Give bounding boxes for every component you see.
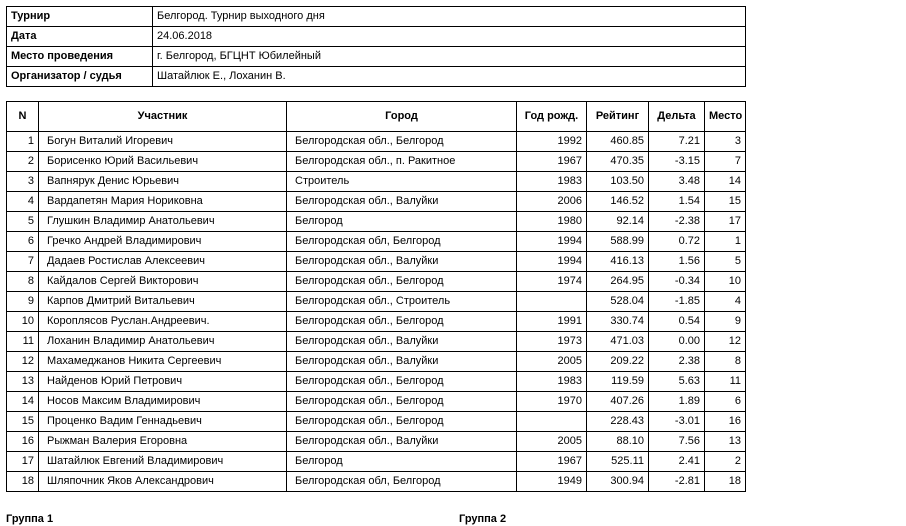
cell-city: Белгородская обл., Валуйки (287, 192, 517, 212)
info-row-tournament (7, 7, 746, 27)
cell-delta: 0.72 (649, 232, 705, 252)
cell-city: Белгородская обл., Белгород (287, 392, 517, 412)
cell-place: 6 (705, 392, 746, 412)
cell-rating: 528.04 (587, 292, 649, 312)
cell-participant: Рыжман Валерия Егоровна (39, 432, 287, 452)
cell-birth-year: 1991 (517, 312, 587, 332)
cell-city: Белгородская обл., Валуйки (287, 252, 517, 272)
cell-participant: Проценко Вадим Геннадьевич (39, 412, 287, 432)
cell-rating: 228.43 (587, 412, 649, 432)
table-row (7, 392, 746, 412)
cell-delta: 3.48 (649, 172, 705, 192)
cell-participant: Короплясов Руслан.Андреевич. (39, 312, 287, 332)
cell-n: 5 (7, 212, 39, 232)
cell-birth-year: 1973 (517, 332, 587, 352)
cell-participant: Носов Максим Владимирович (39, 392, 287, 412)
cell-place: 7 (705, 152, 746, 172)
cell-birth-year: 2006 (517, 192, 587, 212)
cell-n: 17 (7, 452, 39, 472)
tournament-value: Белгород. Турнир выходного дня (153, 7, 746, 27)
info-row-venue (7, 47, 746, 67)
cell-n: 15 (7, 412, 39, 432)
cell-rating: 264.95 (587, 272, 649, 292)
table-row (7, 172, 746, 192)
cell-participant: Карпов Дмитрий Витальевич (39, 292, 287, 312)
cell-birth-year (517, 412, 587, 432)
cell-participant: Вапнярук Денис Юрьевич (39, 172, 287, 192)
table-row (7, 252, 746, 272)
cell-rating: 92.14 (587, 212, 649, 232)
cell-birth-year: 1983 (517, 372, 587, 392)
table-row (7, 232, 746, 252)
cell-rating: 525.11 (587, 452, 649, 472)
table-row (7, 272, 746, 292)
cell-participant: Богун Виталий Игоревич (39, 132, 287, 152)
table-row (7, 192, 746, 212)
cell-rating: 103.50 (587, 172, 649, 192)
cell-birth-year (517, 292, 587, 312)
header-delta: Дельта (649, 102, 705, 132)
organizer-label: Организатор / судья (7, 67, 153, 87)
cell-participant: Лоханин Владимир Анатольевич (39, 332, 287, 352)
cell-place: 3 (705, 132, 746, 152)
table-row (7, 452, 746, 472)
cell-participant: Найденов Юрий Петрович (39, 372, 287, 392)
group-1-label: Группа 1 (6, 513, 54, 525)
table-row (7, 432, 746, 452)
results-table (6, 101, 746, 492)
cell-birth-year: 1967 (517, 152, 587, 172)
cell-n: 9 (7, 292, 39, 312)
cell-participant: Махамеджанов Никита Сергеевич (39, 352, 287, 372)
cell-delta: 0.54 (649, 312, 705, 332)
cell-birth-year: 1992 (517, 132, 587, 152)
header-participant: Участник (39, 102, 287, 132)
cell-rating: 119.59 (587, 372, 649, 392)
date-value: 24.06.2018 (153, 27, 746, 47)
cell-delta: 7.56 (649, 432, 705, 452)
header-rating: Рейтинг (587, 102, 649, 132)
cell-city: Белгородская обл., Валуйки (287, 352, 517, 372)
cell-n: 12 (7, 352, 39, 372)
cell-birth-year: 1980 (517, 212, 587, 232)
cell-n: 6 (7, 232, 39, 252)
cell-rating: 209.22 (587, 352, 649, 372)
cell-delta: 5.63 (649, 372, 705, 392)
cell-delta: -2.38 (649, 212, 705, 232)
cell-city: Белгород (287, 452, 517, 472)
cell-n: 8 (7, 272, 39, 292)
cell-rating: 416.13 (587, 252, 649, 272)
cell-n: 1 (7, 132, 39, 152)
cell-participant: Кайдалов Сергей Викторович (39, 272, 287, 292)
cell-rating: 300.94 (587, 472, 649, 492)
cell-city: Белгородская обл., п. Ракитное (287, 152, 517, 172)
results-header-row (7, 102, 746, 132)
cell-place: 10 (705, 272, 746, 292)
tournament-label: Турнир (7, 7, 153, 27)
cell-delta: 1.56 (649, 252, 705, 272)
cell-place: 16 (705, 412, 746, 432)
date-label: Дата (7, 27, 153, 47)
cell-delta: 1.54 (649, 192, 705, 212)
cell-n: 18 (7, 472, 39, 492)
cell-birth-year: 1994 (517, 232, 587, 252)
cell-n: 4 (7, 192, 39, 212)
cell-delta: 0.00 (649, 332, 705, 352)
table-row (7, 212, 746, 232)
cell-city: Белгород (287, 212, 517, 232)
cell-rating: 471.03 (587, 332, 649, 352)
cell-n: 2 (7, 152, 39, 172)
group-2-label: Группа 2 (459, 513, 507, 525)
cell-city: Белгородская обл, Белгород (287, 232, 517, 252)
cell-birth-year: 1967 (517, 452, 587, 472)
organizer-value: Шатайлюк Е., Лоханин В. (153, 67, 746, 87)
cell-place: 1 (705, 232, 746, 252)
cell-place: 4 (705, 292, 746, 312)
cell-city: Белгородская обл, Белгород (287, 472, 517, 492)
cell-participant: Шатайлюк Евгений Владимирович (39, 452, 287, 472)
cell-rating: 588.99 (587, 232, 649, 252)
cell-delta: 7.21 (649, 132, 705, 152)
cell-birth-year: 2005 (517, 352, 587, 372)
cell-delta: 2.38 (649, 352, 705, 372)
header-city: Город (287, 102, 517, 132)
cell-birth-year: 1994 (517, 252, 587, 272)
cell-birth-year: 1949 (517, 472, 587, 492)
cell-place: 15 (705, 192, 746, 212)
cell-city: Белгородская обл., Валуйки (287, 432, 517, 452)
cell-rating: 460.85 (587, 132, 649, 152)
cell-rating: 470.35 (587, 152, 649, 172)
cell-place: 17 (705, 212, 746, 232)
venue-label: Место проведения (7, 47, 153, 67)
header-birth-year: Год рожд. (517, 102, 587, 132)
header-place: Место (705, 102, 746, 132)
table-row (7, 472, 746, 492)
cell-participant: Борисенко Юрий Васильевич (39, 152, 287, 172)
cell-place: 8 (705, 352, 746, 372)
cell-rating: 330.74 (587, 312, 649, 332)
table-row (7, 132, 746, 152)
venue-value: г. Белгород, БГЦНТ Юбилейный (153, 47, 746, 67)
cell-n: 16 (7, 432, 39, 452)
table-row (7, 372, 746, 392)
cell-place: 12 (705, 332, 746, 352)
cell-rating: 407.26 (587, 392, 649, 412)
table-row (7, 352, 746, 372)
cell-rating: 88.10 (587, 432, 649, 452)
cell-participant: Дадаев Ростислав Алексеевич (39, 252, 287, 272)
tournament-info-table (6, 6, 746, 87)
cell-rating: 146.52 (587, 192, 649, 212)
cell-place: 9 (705, 312, 746, 332)
cell-n: 10 (7, 312, 39, 332)
cell-city: Белгородская обл., Белгород (287, 372, 517, 392)
cell-n: 11 (7, 332, 39, 352)
cell-birth-year: 1970 (517, 392, 587, 412)
cell-city: Белгородская обл., Белгород (287, 132, 517, 152)
table-row (7, 332, 746, 352)
cell-delta: -3.01 (649, 412, 705, 432)
table-row (7, 152, 746, 172)
cell-place: 11 (705, 372, 746, 392)
cell-place: 14 (705, 172, 746, 192)
cell-delta: 2.41 (649, 452, 705, 472)
cell-city: Белгородская обл., Строитель (287, 292, 517, 312)
cell-participant: Глушкин Владимир Анатольевич (39, 212, 287, 232)
cell-place: 18 (705, 472, 746, 492)
cell-city: Белгородская обл., Валуйки (287, 332, 517, 352)
cell-place: 13 (705, 432, 746, 452)
cell-participant: Гречко Андрей Владимирович (39, 232, 287, 252)
cell-delta: -1.85 (649, 292, 705, 312)
info-row-date (7, 27, 746, 47)
cell-birth-year: 2005 (517, 432, 587, 452)
table-row (7, 292, 746, 312)
cell-participant: Вардапетян Мария Нориковна (39, 192, 287, 212)
table-row (7, 312, 746, 332)
cell-city: Белгородская обл., Белгород (287, 312, 517, 332)
cell-delta: -2.81 (649, 472, 705, 492)
cell-n: 3 (7, 172, 39, 192)
cell-n: 14 (7, 392, 39, 412)
cell-birth-year: 1983 (517, 172, 587, 192)
cell-city: Белгородская обл., Белгород (287, 272, 517, 292)
cell-city: Белгородская обл., Белгород (287, 412, 517, 432)
cell-city: Строитель (287, 172, 517, 192)
cell-place: 5 (705, 252, 746, 272)
header-n: N (7, 102, 39, 132)
cell-place: 2 (705, 452, 746, 472)
cell-delta: 1.89 (649, 392, 705, 412)
cell-birth-year: 1974 (517, 272, 587, 292)
results-body (7, 132, 746, 492)
cell-delta: -3.15 (649, 152, 705, 172)
cell-participant: Шляпочник Яков Александрович (39, 472, 287, 492)
table-row (7, 412, 746, 432)
cell-delta: -0.34 (649, 272, 705, 292)
info-row-organizer (7, 67, 746, 87)
cell-n: 13 (7, 372, 39, 392)
cell-n: 7 (7, 252, 39, 272)
